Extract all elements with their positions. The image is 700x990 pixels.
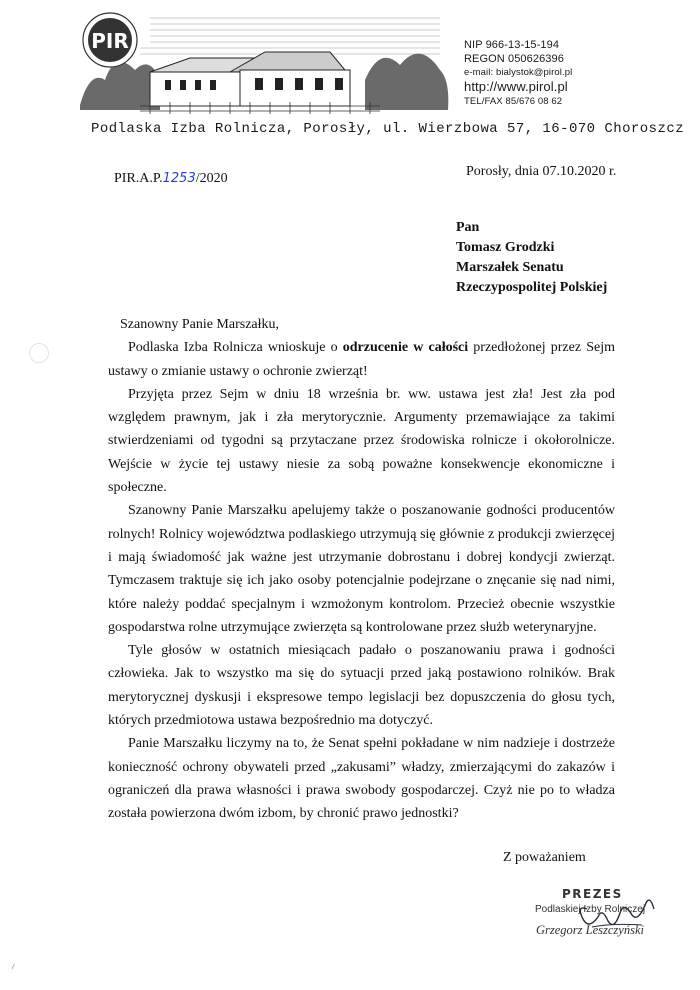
letter-body bbox=[108, 313, 615, 826]
paragraph-5: Panie Marszałku liczymy na to, że Senat spełni pokładane w nim nadzieje i dostrzeże konieczność ochrony obywateli przed „zakusami” władzy, zmierzającymi do zakazów i ograniczeń dla prawa własności i prawa swobody gospodarczej. Czyż nie po to władza została powierzona dwóm izbom, by chronić prawo jednostki? bbox=[108, 736, 615, 822]
handwritten-signature-icon bbox=[532, 887, 672, 947]
reference-suffix: /2020 bbox=[195, 171, 228, 186]
paragraph-1-text-end: przedłożonej przez Sejm ustawy o zmianie ustawy o ochronie zwierząt! bbox=[108, 340, 615, 379]
recipient-institution: Rzeczypospolitej Polskiej bbox=[456, 280, 608, 295]
building-drawing-icon bbox=[80, 10, 450, 122]
paragraph-1 bbox=[108, 336, 615, 383]
paragraph-1-text: Podlaska Izba Rolnicza wnioskuje o bbox=[128, 340, 343, 356]
paragraph-1-emphasis: odrzucenie w całości bbox=[342, 340, 469, 356]
closing-phrase: Z poważaniem bbox=[503, 850, 586, 865]
contact-block bbox=[464, 38, 572, 108]
margin-handwritten-mark: ~ bbox=[7, 961, 19, 972]
website-url: http://www.pirol.pl bbox=[464, 78, 568, 94]
recipient-block bbox=[456, 218, 607, 298]
stamp-name: Grzegorz Leszczyński bbox=[536, 923, 644, 937]
pir-logo-icon bbox=[83, 13, 137, 67]
tel-fax-number: TEL/FAX 85/676 08 62 bbox=[464, 95, 563, 107]
reference-number bbox=[114, 171, 228, 187]
signature-stamp bbox=[532, 887, 672, 947]
reference-handwritten-number: 1253 bbox=[162, 171, 196, 186]
place-and-date: Porosły, dnia 07.10.2020 r. bbox=[466, 164, 617, 179]
letterhead-logo-building bbox=[80, 10, 450, 122]
recipient-name: Tomasz Grodzki bbox=[456, 240, 555, 255]
salutation: Szanowny Panie Marszałku, bbox=[120, 317, 280, 332]
letterhead-address: Podlaska Izba Rolnicza, Porosły, ul. Wierzbowa 57, 16-070 Choroszcz bbox=[91, 121, 685, 137]
recipient-position: Marszałek Senatu bbox=[456, 260, 564, 275]
stamp-organization: Podlaskiej Izby Rolniczej bbox=[535, 904, 646, 915]
regon-number: REGON 050626396 bbox=[464, 53, 564, 66]
recipient-line: Pan bbox=[456, 220, 480, 235]
paragraph-4: Tyle głosów w ostatnich miesiącach padało o poszanowaniu prawa i godności człowieka. Jak to wszystko ma się do sytuacji przed jaką postawiono rolników. Brak merytorycznej dyskusji i ekspresowe tempo legislacji bez dopuszczenia do głosu tych, których przedmiotowa ustawa bezpośrednio ma dotyczyć. bbox=[108, 643, 615, 729]
hole-punch-mark bbox=[29, 343, 49, 363]
stamp-title: PREZES bbox=[562, 887, 623, 901]
paragraph-3: Szanowny Panie Marszałku apelujemy także o poszanowanie godności producentów rolnych! Rolnicy województwa podlaskiego utrzymują się głównie z produkcji zwierzęcej i mają świadomość jak ważne jest utrzymanie dobrostanu i dobrej kondycji zwierząt. Tymczasem traktuje się ich jako osoby potencjalnie podejrzane o znęcanie się nad nimi, które należy poddać specjalnym i wzmożonym kontrolom. Przecież obecnie wszystkie gospodarstwa rolne utrzymujące zwierzęta są kontrolowane przez służb weterynaryjne. bbox=[108, 503, 615, 635]
nip-number: NIP 966-13-15-194 bbox=[464, 39, 560, 51]
svg-text:PIR: PIR bbox=[91, 29, 129, 53]
paragraph-2: Przyjęta przez Sejm w dniu 18 września br. ww. ustawa jest zła! Jest zła pod względem prawnym, jak i zła merytorycznie. Argumenty przemawiające za takimi stwierdzeniami od tygodni są przytaczane przez środowiska rolnicze i okołorolnicze. Wejście w życie tej ustawy niesie za sobą poważne konsekwencje ekonomiczne i społeczne. bbox=[108, 386, 615, 496]
email-address: e-mail: bialystok@pirol.pl bbox=[464, 66, 573, 78]
reference-prefix: PIR.A.P. bbox=[114, 171, 163, 186]
